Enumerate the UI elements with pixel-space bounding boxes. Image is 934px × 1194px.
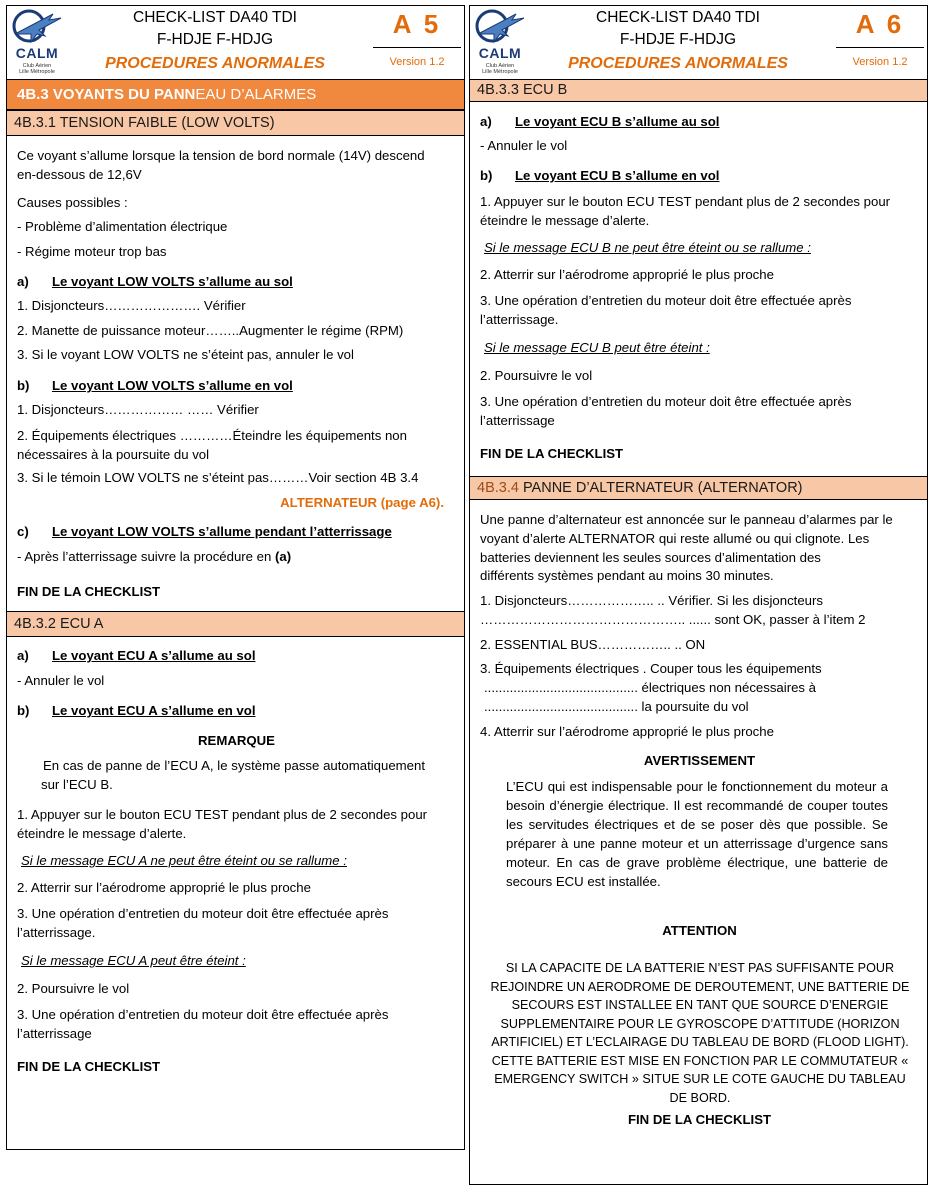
check-item: 1. Appuyer sur le bouton ECU TEST pendant plus de 2 secondes pour éteindre le message d’alerte.	[480, 194, 891, 228]
divider	[373, 47, 461, 48]
check-item: 1. Disjoncteurs…………………. Vérifier	[17, 298, 246, 313]
end-of-checklist: FIN DE LA CHECKLIST	[17, 1059, 161, 1074]
check-item: 2. Équipements électriques …………Éteindre les équipements non nécessaires à la poursuite du vol	[17, 428, 407, 462]
condition-text: Si le message ECU B ne peut être éteint ou se rallume :	[484, 240, 811, 255]
logo-wordmark: CALM	[15, 45, 59, 61]
section-reference: ALTERNATEUR (page A6).	[280, 495, 444, 510]
sub-title: Le voyant LOW VOLTS s’allume en vol	[52, 378, 293, 393]
remark-text: En cas de panne de l’ECU A, le système passe automatiquement sur l’ECU B.	[41, 758, 425, 792]
check-item: 4. Atterrir sur l’aérodrome approprié le plus proche	[480, 724, 774, 739]
sub-label: a)	[17, 648, 29, 663]
check-item: - Après l’atterrissage suivre la procédure en (a)	[17, 549, 292, 564]
condition-text: Si le message ECU B peut être éteint :	[484, 340, 710, 355]
attention-text: SI LA CAPACITE DE LA BATTERIE N’EST PAS SUFFISANTE POUR REJOINDRE UN AERODROME DE DEROUTEMENT, UNE BATTERIE DE SECOURS EST INSTALLEE EN TANT QUE SOURCE D’ENERGIE SUPPLEMENTAIRE POUR LE GYROSCOPE D’ATTITUDE (HORIZON ARTIFICIEL) ET L’ECLAIRAGE DU TABLEAU DE BORD (FLOOD LIGHT). CETTE BATTERIE EST MISE EN FONCTION PAR LE COMMUTATEUR « EMERGENCY SWITCH » SITUE SUR LE COTE GAUCHE DU TABLEAU DE BORD.	[490, 961, 910, 1105]
end-of-checklist: FIN DE LA CHECKLIST	[17, 584, 161, 599]
warning-text: L’ECU qui est indispensable pour le fonctionnement du moteur a besoin d’énergie électrique. Il est recommandé de couper toutes les servitudes électriques et de se poser dès que possible. Se préparer à une panne moteur et un atterrissage d’urgence sans moteur. En cas de grave problème électrique, une batterie de secours ECU est installée.	[506, 779, 888, 889]
version-label: Version 1.2	[852, 56, 908, 68]
logo-subtitle: Club Aérien Lille Métropole	[19, 63, 55, 75]
check-item: 3. Si le témoin LOW VOLTS ne s’éteint pas………Voir section 4B 3.4	[17, 470, 419, 485]
check-item: 2. Manette de puissance moteur……..Augmenter le régime (RPM)	[17, 323, 404, 338]
check-item: 3. Une opération d’entretien du moteur doit être effectuée après l’atterrissage.	[17, 906, 389, 940]
section-header-4b32: 4B.3.2 ECU A	[7, 611, 464, 637]
calm-logo	[9, 8, 65, 76]
check-item: 1. Disjoncteurs……………….. .. Vérifier. Si les disjoncteurs	[480, 593, 823, 608]
page-header	[470, 6, 927, 80]
sub-label: a)	[17, 274, 29, 289]
section-header-4b33: 4B.3.3 ECU B	[470, 80, 927, 102]
check-item: - Annuler le vol	[17, 673, 105, 688]
causes-title: Causes possibles :	[17, 195, 128, 210]
page-number: A 6	[855, 9, 905, 39]
end-of-checklist: FIN DE LA CHECKLIST	[627, 1112, 772, 1127]
header-title: CHECK-LIST DA40 TDI	[596, 9, 760, 26]
sub-title: Le voyant ECU A s’allume en vol	[52, 703, 256, 718]
sub-label: a)	[480, 114, 492, 129]
sub-label: b)	[480, 168, 493, 183]
airplane-logo-icon	[472, 8, 528, 48]
header-aircraft: F-HDJE F-HDJG	[156, 31, 274, 48]
check-item: 1. Appuyer sur le bouton ECU TEST pendant plus de 2 secondes pour éteindre le message d’alerte.	[17, 807, 428, 841]
check-item: - Annuler le vol	[480, 138, 568, 153]
sub-title: Le voyant LOW VOLTS s’allume au sol	[52, 274, 293, 289]
attention-title: ATTENTION	[662, 923, 737, 938]
check-item: 2. Poursuivre le vol	[480, 368, 593, 383]
check-item: 2. Atterrir sur l’aérodrome approprié le plus proche	[17, 880, 311, 895]
sub-title: Le voyant ECU A s’allume au sol	[52, 648, 256, 663]
remark-title: REMARQUE	[198, 733, 275, 748]
check-item: 3. Une opération d’entretien du moteur doit être effectuée après l’atterrissage	[480, 394, 852, 428]
sub-title: Le voyant LOW VOLTS s’allume pendant l’atterrissage	[52, 524, 392, 539]
sub-label: b)	[17, 378, 30, 393]
sub-label: c)	[17, 524, 29, 539]
divider	[836, 47, 924, 48]
condition-text: Si le message ECU A ne peut être éteint ou se rallume :	[21, 853, 347, 868]
intro-text: Une panne d’alternateur est annoncée sur le panneau d’alarmes par le voyant d’alerte ALTERNATOR qui reste allumé ou qui clignote. Les batteries deviennent les seules sources d’alimentation des	[480, 512, 893, 565]
check-item: 3. Une opération d’entretien du moteur doit être effectuée après l’atterrissage	[17, 1007, 389, 1041]
condition-text: Si le message ECU A peut être éteint :	[21, 953, 246, 968]
sub-title: Le voyant ECU B s’allume en vol	[515, 168, 720, 183]
page-number: A 5	[392, 9, 442, 39]
end-of-checklist: FIN DE LA CHECKLIST	[480, 446, 624, 461]
header-category: PROCEDURES ANORMALES	[568, 55, 788, 72]
intro-text: différents systèmes pendant au moins 30 minutes.	[480, 568, 774, 583]
sub-title: Le voyant ECU B s’allume au sol	[515, 114, 720, 129]
check-item: 2. Poursuivre le vol	[17, 981, 130, 996]
header-aircraft: F-HDJE F-HDJG	[619, 31, 737, 48]
sub-label: b)	[17, 703, 30, 718]
check-item: .......................................... la poursuite du vol	[484, 699, 749, 714]
cause-item: - Problème d’alimentation électrique	[17, 219, 228, 234]
section-header-4b34: 4B.3.4 PANNE D’ALTERNATEUR (ALTERNATOR)	[470, 476, 927, 500]
calm-logo	[472, 8, 528, 76]
checklist-page-a6	[469, 5, 928, 1185]
check-item: 3. Si le voyant LOW VOLTS ne s’éteint pas, annuler le vol	[17, 347, 354, 362]
check-item: 3. Équipements électriques . Couper tous les équipements	[480, 661, 822, 676]
logo-subtitle: Club Aérien Lille Métropole	[482, 63, 518, 75]
check-item: ……………………………………….. ...... sont OK, passer à l’item 2	[480, 612, 866, 627]
check-item: .......................................... électriques non nécessaires à	[484, 680, 817, 695]
section-header-4b3: 4B.3 VOYANTS DU PANNEAU D’ALARMES	[7, 80, 464, 110]
version-label: Version 1.2	[389, 56, 445, 68]
check-item: 2. ESSENTIAL BUS…………….. .. ON	[480, 637, 706, 652]
check-item: 3. Une opération d’entretien du moteur doit être effectuée après l’atterrissage.	[480, 293, 852, 327]
checklist-page-a5	[6, 5, 465, 1150]
header-title: CHECK-LIST DA40 TDI	[133, 9, 297, 26]
intro-text: Ce voyant s’allume lorsque la tension de bord normale (14V) descend en-dessous de 12,6V	[17, 148, 425, 182]
warning-title: AVERTISSEMENT	[643, 753, 756, 768]
check-item: 2. Atterrir sur l’aérodrome approprié le plus proche	[480, 267, 774, 282]
check-item: 1. Disjoncteurs……………… …… Vérifier	[17, 402, 259, 417]
page-header	[7, 6, 464, 80]
logo-wordmark: CALM	[478, 45, 522, 61]
airplane-logo-icon	[9, 8, 65, 48]
header-category: PROCEDURES ANORMALES	[105, 55, 325, 72]
cause-item: - Régime moteur trop bas	[17, 244, 167, 259]
section-header-4b31: 4B.3.1 TENSION FAIBLE (LOW VOLTS)	[7, 110, 464, 136]
